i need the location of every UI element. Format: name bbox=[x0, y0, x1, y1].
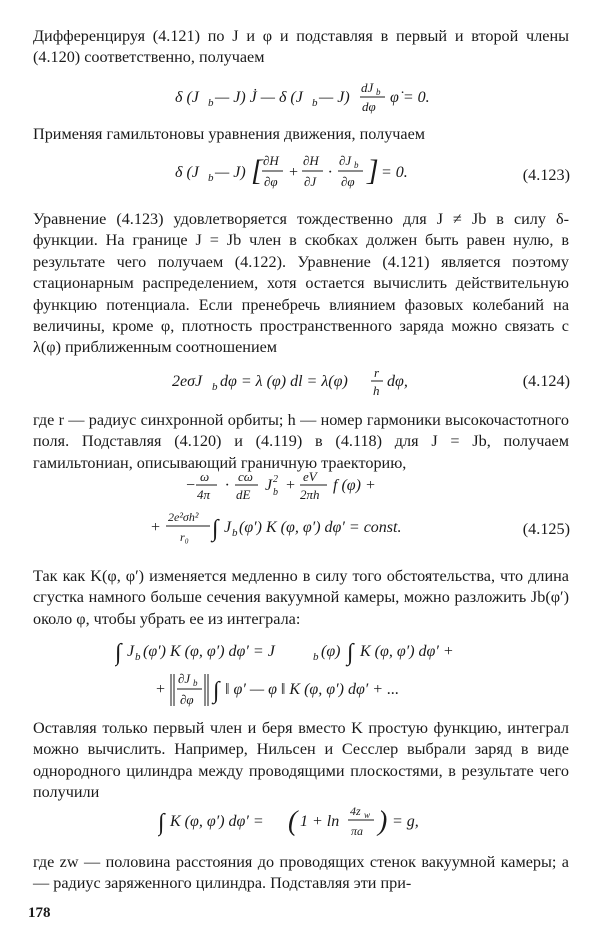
svg-text:dφ,: dφ, bbox=[387, 373, 408, 390]
svg-text:J: J bbox=[224, 519, 232, 536]
svg-text:∂H: ∂H bbox=[303, 153, 319, 168]
svg-text:K (φ, φ′) dφ′ =: K (φ, φ′) dφ′ = bbox=[170, 813, 264, 830]
svg-text:r: r bbox=[374, 365, 380, 380]
svg-text:πa: πa bbox=[351, 824, 364, 838]
paragraph-5: Так как K(φ, φ′) изменяется медленно в силу того обстоятельства, что длина сгустка намного больше сечения вакуумной камеры, можно разложить Jb(φ′) около φ, чтобы убрать ее из интеграла: bbox=[33, 567, 569, 628]
svg-text:J: J bbox=[265, 477, 273, 494]
svg-text:— J) J̇ — δ (J: — J) J̇ — δ (J bbox=[215, 89, 303, 106]
equation-number-4-124: (4.124) bbox=[522, 372, 570, 390]
svg-text:2πh: 2πh bbox=[300, 487, 320, 502]
svg-text:b: b bbox=[193, 678, 198, 688]
svg-text:b: b bbox=[135, 651, 141, 663]
svg-text:∂J: ∂J bbox=[339, 153, 352, 168]
svg-text:(φ): (φ) bbox=[321, 643, 341, 660]
equation-4-123-graphic bbox=[175, 150, 445, 194]
svg-text:b: b bbox=[313, 651, 319, 663]
svg-text:+: + bbox=[150, 519, 161, 536]
svg-text:2: 2 bbox=[273, 474, 278, 485]
svg-text:+: + bbox=[285, 477, 296, 494]
svg-text:J: J bbox=[127, 643, 135, 660]
svg-text:∂φ: ∂φ bbox=[180, 692, 194, 707]
paragraph-1: Дифференцируя (4.121) по J и φ и подставляя в первый и второй члены (4.120) соответственно, получаем bbox=[33, 27, 569, 67]
svg-text:∂J: ∂J bbox=[304, 174, 317, 189]
svg-text:∫: ∫ bbox=[213, 678, 220, 704]
svg-text:dφ: dφ bbox=[362, 99, 376, 114]
page-number: 178 bbox=[28, 905, 51, 921]
svg-text:∂J: ∂J bbox=[178, 671, 191, 686]
svg-text:+: + bbox=[288, 164, 299, 181]
svg-text:b: b bbox=[208, 97, 214, 109]
equation-4-123 bbox=[175, 150, 445, 199]
equation-integral-result-graphic bbox=[158, 800, 458, 844]
svg-text:b: b bbox=[273, 487, 278, 498]
equation-number-4-125: (4.125) bbox=[522, 520, 570, 538]
svg-text:h: h bbox=[373, 383, 380, 398]
svg-text:(: ( bbox=[288, 806, 298, 837]
svg-text:∫: ∫ bbox=[347, 640, 354, 666]
paragraph-7: где zw — половина расстояния до проводящих стенок вакуумной камеры; a — радиус заряженного цилиндра. Подставляя эти при- bbox=[33, 853, 569, 893]
svg-text:= g,: = g, bbox=[392, 813, 419, 830]
equation-number-4-123: (4.123) bbox=[522, 166, 570, 184]
svg-text:— J): — J) bbox=[215, 164, 246, 181]
svg-text:δ (J: δ (J bbox=[175, 89, 199, 106]
svg-text:b: b bbox=[376, 87, 381, 97]
svg-text:K (φ, φ′) dφ′ +: K (φ, φ′) dφ′ + bbox=[360, 643, 454, 660]
equation-expansion-line-1-graphic bbox=[115, 634, 475, 670]
svg-text:): ) bbox=[378, 806, 388, 837]
equation-4-125-line-2 bbox=[150, 506, 480, 557]
svg-text:∫: ∫ bbox=[158, 810, 165, 836]
svg-text:b: b bbox=[312, 97, 318, 109]
svg-text:b: b bbox=[354, 160, 359, 170]
svg-text:1 + ln: 1 + ln bbox=[300, 813, 340, 830]
svg-text:−: − bbox=[185, 477, 196, 494]
svg-text:φ̇ = 0.: φ̇ = 0. bbox=[390, 89, 430, 106]
svg-text:2eσJ: 2eσJ bbox=[172, 373, 203, 390]
svg-text:·: · bbox=[328, 164, 332, 181]
svg-text:∂φ: ∂φ bbox=[264, 174, 278, 189]
svg-text:+: + bbox=[155, 681, 166, 698]
paragraph-3: Уравнение (4.123) удовлетворяется тождественно для J ≠ Jb в силу δ-функции. На границе J = Jb член в скобках должен быть равен нулю, в результате чего получаем (4.122). Уравнение (4.121) является поэтому стационарным распределением, хотя остается вычислить действительную функцию потенциала. Если пренебречь влиянием фазовых колебаний на величины, кроме φ, плотность пространственного заряда можно связать с λ(φ) приближенным соотношением bbox=[33, 210, 569, 357]
svg-text:(φ′) K (φ, φ′) dφ′ = J: (φ′) K (φ, φ′) dφ′ = J bbox=[143, 643, 275, 660]
svg-text:dφ = λ (φ) dl = λ(φ): dφ = λ (φ) dl = λ(φ) bbox=[220, 373, 348, 390]
equation-4-125-line-2-graphic bbox=[150, 506, 480, 552]
equation-4-125-line-1-graphic bbox=[185, 468, 465, 508]
paragraph-4: где r — радиус синхронной орбиты; h — номер гармоники высокочастотного поля. Подставляя (4.120) и (4.119) в (4.118) для J = Jb, получаем гамильтониан, описывающий граничную траекторию, bbox=[33, 411, 569, 472]
paragraph-2: Применяя гамильтоновы уравнения движения, получаем bbox=[33, 125, 426, 143]
svg-text:[: [ bbox=[251, 154, 263, 187]
svg-text:dE: dE bbox=[236, 487, 251, 502]
equation-4-124 bbox=[172, 364, 452, 409]
svg-text:— J): — J) bbox=[319, 89, 350, 106]
svg-text:cω: cω bbox=[238, 469, 253, 484]
svg-text:∫: ∫ bbox=[212, 516, 219, 542]
svg-text:∫: ∫ bbox=[115, 640, 122, 666]
svg-text:4π: 4π bbox=[197, 487, 211, 502]
svg-text:f (φ) +: f (φ) + bbox=[333, 477, 376, 494]
svg-text:(φ′) K (φ, φ′) dφ′ = const.: (φ′) K (φ, φ′) dφ′ = const. bbox=[239, 519, 402, 536]
svg-text:∂φ: ∂φ bbox=[341, 174, 355, 189]
equation-integral-result bbox=[158, 800, 458, 849]
svg-text:dJ: dJ bbox=[361, 80, 374, 95]
svg-text:b: b bbox=[208, 172, 214, 184]
svg-text:r₀: r₀ bbox=[180, 530, 189, 544]
svg-text:w: w bbox=[364, 810, 371, 820]
svg-text:b: b bbox=[212, 381, 218, 393]
paragraph-6: Оставляя только первый член и беря вместо K простую функцию, интеграл можно вычислить. Например, Нильсен и Сесслер выбрали заряд в виде однородного цилиндра между проводящими плоскостями, в результате чего получили bbox=[33, 719, 569, 802]
svg-text:b: b bbox=[232, 527, 238, 539]
svg-text:‖ φ′ — φ ‖ K (φ, φ′) dφ′ + ...: ‖ φ′ — φ ‖ K (φ, φ′) dφ′ + ... bbox=[225, 681, 400, 698]
svg-text:2e²σh²: 2e²σh² bbox=[168, 510, 199, 524]
svg-text:eV: eV bbox=[303, 469, 317, 484]
svg-text:= 0.: = 0. bbox=[381, 164, 408, 181]
svg-text:ω: ω bbox=[200, 469, 210, 484]
svg-text:4z: 4z bbox=[350, 804, 361, 818]
equation-4-124-graphic bbox=[172, 364, 452, 404]
equation-1 bbox=[175, 80, 455, 121]
svg-text:·: · bbox=[225, 477, 229, 494]
equation-expansion-line-2-graphic bbox=[155, 668, 475, 712]
svg-text:∂H: ∂H bbox=[263, 153, 279, 168]
equation-expansion-line-2 bbox=[155, 668, 475, 717]
equation-1-graphic bbox=[175, 80, 455, 116]
svg-text:]: ] bbox=[367, 154, 379, 187]
svg-text:δ (J: δ (J bbox=[175, 164, 199, 181]
